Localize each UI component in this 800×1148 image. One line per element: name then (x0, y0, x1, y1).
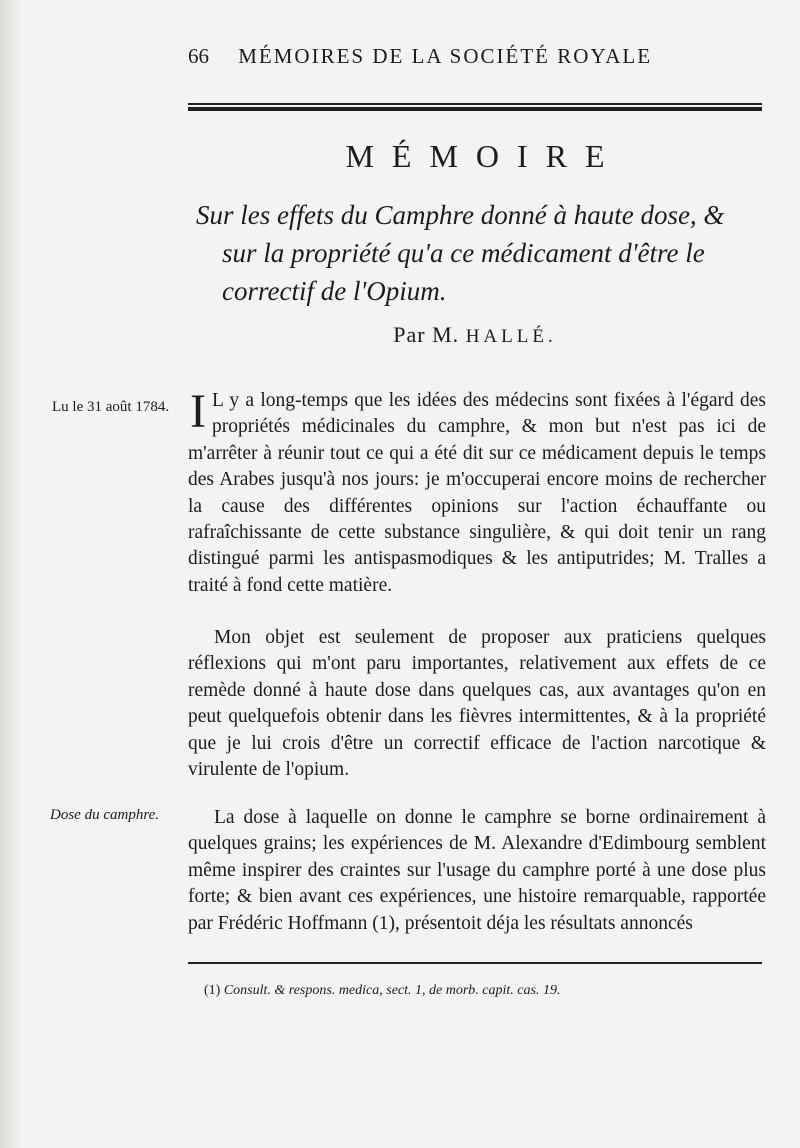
author-name: HALLÉ. (465, 326, 557, 347)
footnote (204, 983, 764, 999)
drop-cap: I (190, 385, 206, 438)
footnote-text: Consult. & respons. medica, sect. 1, de morb. capit. cas. 19. (223, 983, 561, 998)
paragraph-3: La dose à laquelle on donne le camphre se borne ordinairement à quelques grains; les expériences de M. Alexandre d'Edimbourg semblent même inspirer des craintes sur l'usage du camphre porté à une dose plus forte; & bien avant ces expériences, une histoire remarquable, rapportée par Frédéric Hoffmann (1), présentoit déja les résultats annoncés (188, 807, 766, 934)
paragraph-1-text: L y a long-temps que les idées des médecins sont fixées à l'égard des propriétés médicinales du camphre, & mon but n'est pas ici de m'arrêter à réunir tout ce qui a été dit sur ce médicament depuis le temps des Arabes jusqu'à nos jours: je m'occuperai encore moins de rechercher la cause des différentes opinions sur l'action échauffante ou rafraîchissante de cette substance singulière, & qui doit tenir un rang distingué parmi les antispasmodiques & les antiputrides; M. Tralles a traité à fond cette matière. (188, 390, 766, 596)
memoire-subtitle (196, 196, 762, 310)
running-head (188, 44, 748, 69)
margin-note-dose: Dose du camphre. (50, 807, 160, 823)
running-head-title: MÉMOIRES DE LA SOCIÉTÉ ROYALE (238, 44, 653, 68)
header-double-rule (188, 103, 762, 111)
page-number: 66 (188, 44, 209, 68)
paragraph-2: Mon objet est seulement de proposer aux praticiens quelques réflexions qui m'ont paru importantes, relativement aux effets de ce remède donné à haute dose dans quelques cas, aux avantages qu'on en peut quelquefois obtenir dans les fièvres intermittentes, & à la propriété que je lui crois d'être un correctif efficace de l'action narcotique & virulente de l'opium. (188, 627, 766, 781)
margin-note-date: Lu le 31 août 1784. (52, 399, 170, 415)
paragraph-1 (188, 385, 766, 599)
author-line (188, 322, 762, 348)
subtitle-line-1: Sur les effets du Camphre donné à haute dose, & (196, 200, 725, 230)
author-prefix: Par M. (393, 322, 460, 347)
memoire-title: MÉMOIRE (345, 138, 623, 174)
subtitle-line-3: correctif de l'Opium. (222, 276, 447, 306)
footnote-rule (188, 962, 762, 964)
footnote-marker: (1) (204, 983, 221, 998)
page-gutter-shadow (0, 0, 22, 1148)
subtitle-line-2: sur la propriété qu'a ce médicament d'être le (222, 238, 705, 268)
